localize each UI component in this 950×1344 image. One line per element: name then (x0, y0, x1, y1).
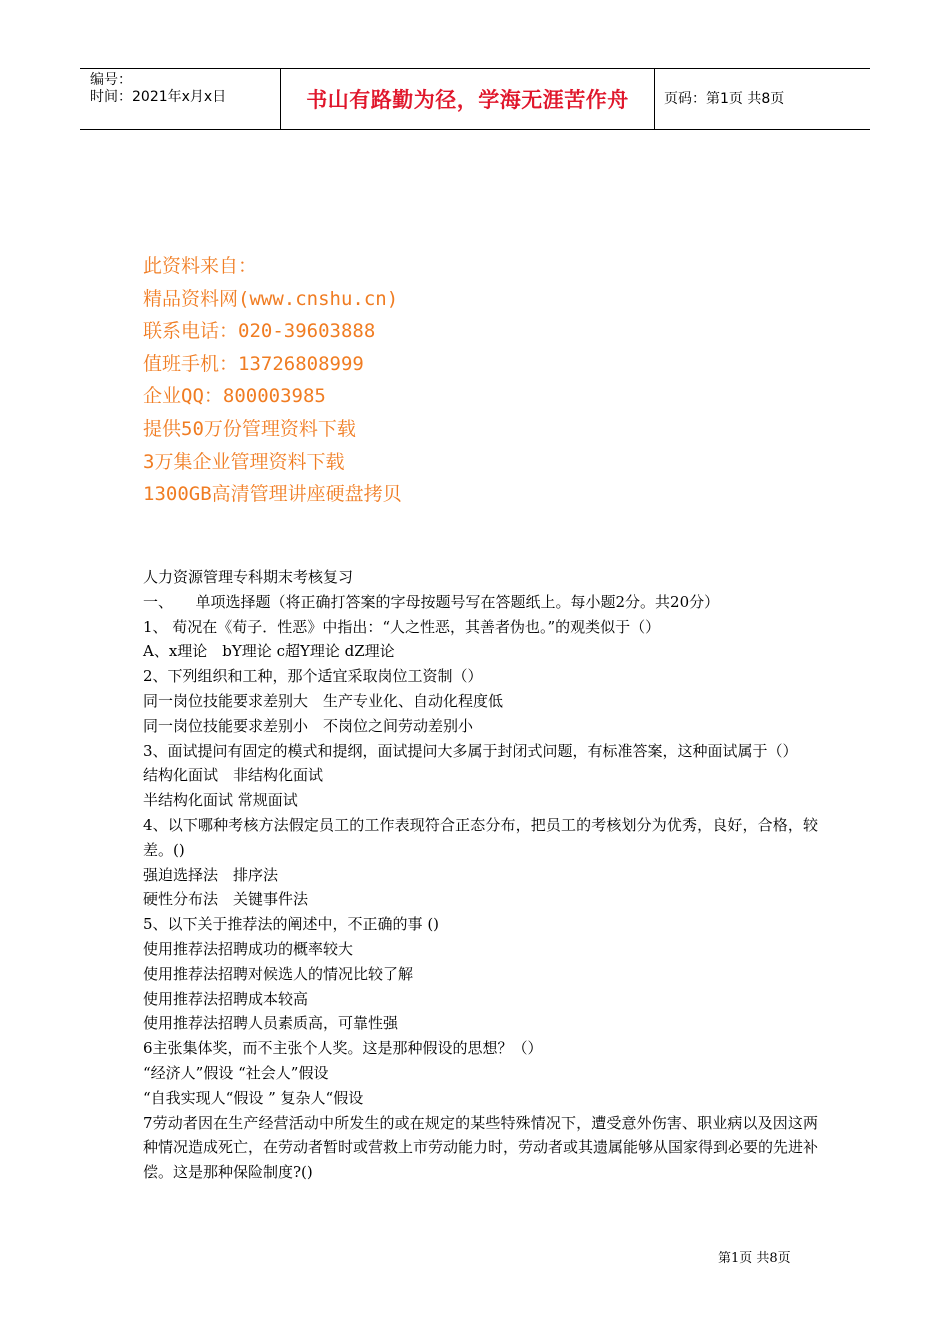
page-info: 页码：第1页 共8页 (664, 91, 785, 107)
doc-line: 半结构化面试 常规面试 (143, 791, 298, 810)
section-heading: 一、 单项选择题（将正确打答案的字母按题号写在答题纸上。每小题2分。共20分） (143, 592, 720, 611)
doc-line: 2、下列组织和工种，那个适宜采取岗位工资制（） (143, 667, 483, 686)
header-meta-cell (80, 69, 280, 129)
doc-line: 1、 荀况在《荀子．性恶》中指出：“人之性恶，其善者伪也。”的观类似于（） (143, 617, 661, 636)
doc-line: 结构化面试 非结构化面试 (143, 766, 324, 785)
header-motto-cell (280, 69, 655, 129)
doc-line: 同一岗位技能要求差别小 不岗位之间劳动差别小 (143, 716, 474, 735)
doc-line: 使用推荐法招聘成功的概率较大 (143, 939, 354, 958)
doc-line: 3、面试提问有固定的模式和提纲，面试提问大多属于封闭式问题，有标准答案，这种面试属于（） (143, 741, 798, 760)
promo-line: 3万集企业管理资料下载 (143, 450, 345, 473)
doc-line: 硬性分布法 关键事件法 (143, 890, 309, 909)
promo-line: 企业QQ：800003985 (143, 385, 326, 408)
promo-line: 值班手机：13726808999 (143, 352, 364, 375)
doc-line: A、x理论 bY理论 c超Y理论 dZ理论 (143, 642, 395, 661)
doc-line: 4、以下哪种考核方法假定员工的工作表现符合正态分布，把员工的考核划分为优秀，良好，合格，较差。() (143, 815, 818, 859)
promo-block (143, 250, 402, 511)
doc-line: “自我实现人“假设 ” 复杂人“假设 (143, 1088, 364, 1107)
doc-line: “经济人”假设 “社会人”假设 (143, 1063, 329, 1082)
page-footer: 第1页 共8页 (718, 1251, 791, 1266)
doc-line: 使用推荐法招聘对候选人的情况比较了解 (143, 964, 414, 983)
header-table (80, 68, 870, 130)
promo-line: 1300GB高清管理讲座硬盘拷贝 (143, 483, 402, 506)
doc-line: 使用推荐法招聘成本较高 (143, 989, 309, 1008)
doc-line: 7劳动者因在生产经营活动中所发生的或在规定的某些特殊情况下，遭受意外伤害、职业病以及因这两种情况造成死亡，在劳动者暂时或营救上市劳动能力时，劳动者或其遗属能够从国家得到必要的先进补偿。这是那种保险制度?() (143, 1113, 819, 1182)
doc-line: 6主张集体奖，而不主张个人奖。这是那种假设的思想？（） (143, 1039, 543, 1058)
doc-line: 强迫选择法 排序法 (143, 865, 279, 884)
promo-line: 精品资料网(www.cnshu.cn) (143, 287, 399, 310)
doc-title: 人力资源管理专科期末考核复习 (143, 568, 354, 586)
doc-line: 5、以下关于推荐法的阐述中，不正确的事 () (143, 915, 440, 934)
promo-line: 提供50万份管理资料下载 (143, 417, 356, 440)
promo-line: 联系电话：020-39603888 (143, 320, 376, 343)
time-label: 时间：2021年x月x日 (90, 89, 227, 105)
header-page-cell (654, 69, 870, 129)
promo-line: 此资料来自： (143, 255, 258, 277)
doc-line: 使用推荐法招聘人员素质高，可靠性强 (143, 1014, 399, 1033)
doc-line: 同一岗位技能要求差别大 生产专业化、自动化程度低 (143, 691, 504, 710)
motto: 书山有路勤为径，学海无涯苦作舟 (306, 88, 629, 112)
number-label: 编号： (90, 72, 132, 88)
document-body (143, 565, 818, 1185)
